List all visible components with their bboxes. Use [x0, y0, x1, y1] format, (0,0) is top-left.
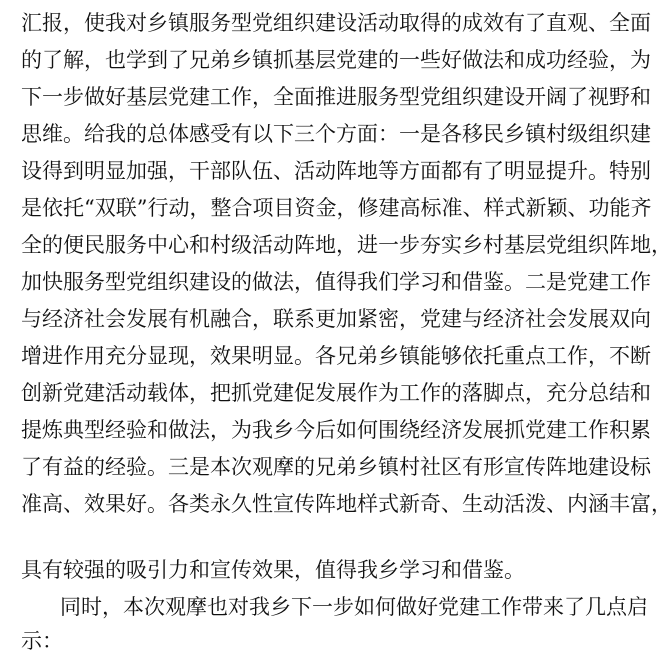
text-line-14: 准高、效果好。各类永久性宣传阵地样式新奇、生动活泼、内涵丰富， [21, 492, 672, 516]
text-line-5: 设得到明显加强，干部队伍、活动阵地等方面都有了明显提升。特别 [21, 159, 651, 183]
text-line-9: 与经济社会发展有机融合，联系更加紧密，党建与经济社会发展双向 [21, 307, 651, 331]
text-line-7: 全的便民服务中心和村级活动阵地，进一步夯实乡村基层党组织阵地， [21, 233, 672, 257]
text-line-8: 加快服务型党组织建设的做法，值得我们学习和借鉴。二是党建工作 [21, 270, 651, 294]
text-line-15: 具有较强的吸引力和宣传效果，值得我乡学习和借鉴。 [21, 558, 525, 582]
text-line-3: 下一步做好基层党建工作，全面推进服务型党组织建设开阔了视野和 [21, 85, 651, 109]
text-line-2: 的了解，也学到了兄弟乡镇抓基层党建的一些好做法和成功经验，为 [21, 48, 651, 72]
text-line-4: 思维。给我的总体感受有以下三个方面：一是各移民乡镇村级组织建 [21, 122, 651, 146]
text-line-6: 是依托“双联”行动，整合项目资金，修建高标准、样式新颖、功能齐 [21, 196, 652, 220]
paragraph-2-line-1: 同时，本次观摩也对我乡下一步如何做好党建工作带来了几点启 [60, 595, 648, 619]
text-line-11: 创新党建活动载体，把抓党建促发展作为工作的落脚点，充分总结和 [21, 381, 651, 405]
text-line-12: 提炼典型经验和做法，为我乡今后如何围绕经济发展抓党建工作积累 [21, 418, 651, 442]
text-line-13: 了有益的经验。三是本次观摩的兄弟乡镇村社区有形宣传阵地建设标 [21, 455, 651, 479]
text-line-10: 增进作用充分显现，效果明显。各兄弟乡镇能够依托重点工作，不断 [21, 344, 651, 368]
text-line-1: 汇报，使我对乡镇服务型党组织建设活动取得的成效有了直观、全面 [21, 11, 651, 35]
paragraph-2-line-2: 示： [21, 629, 63, 653]
